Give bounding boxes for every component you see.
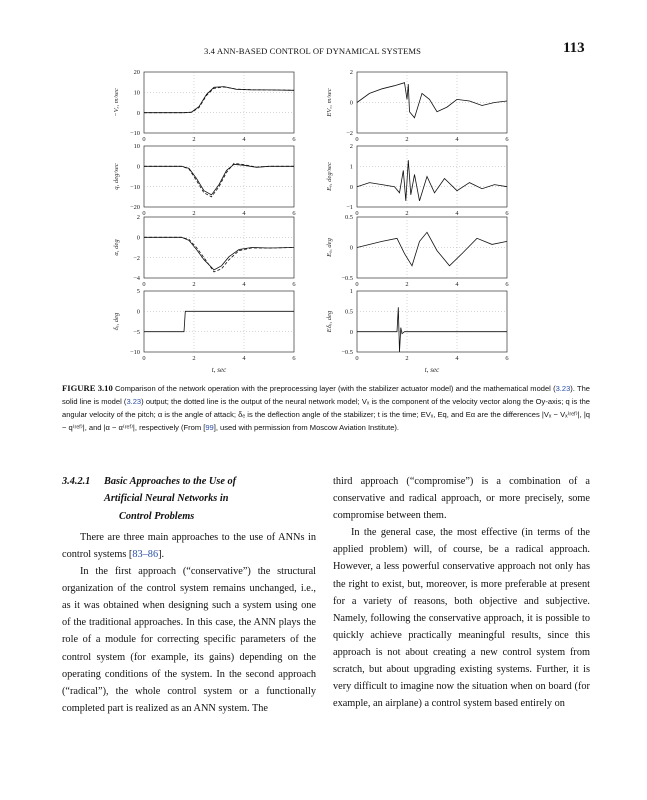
left-panel-1-ytick-label: 0 — [136, 109, 140, 117]
left-panel-4-ytick-label: −5 — [133, 328, 140, 336]
left-panel-2-series-solid — [144, 164, 294, 195]
right-panel-3-ytick-label: −0.5 — [341, 275, 353, 283]
right-panel-3-xtick-label: 0 — [355, 281, 359, 288]
caption-citation-link[interactable]: 99 — [205, 423, 214, 432]
right-panel-4-xtick-label: 2 — [405, 355, 409, 362]
right-panel-4-ytick-label: 0.5 — [345, 308, 353, 316]
left-panel-1-xtick-label: 6 — [292, 136, 296, 143]
left-panel-2-ytick-label: −10 — [130, 183, 140, 191]
right-panel-1-xtick-label: 2 — [405, 136, 409, 143]
left-panel-3-ytick-label: 0 — [136, 234, 140, 242]
left-panel-3-ylabel: α, deg — [113, 239, 120, 256]
left-panel-1-series-solid — [144, 87, 294, 113]
right-panel-3-xtick-label: 6 — [505, 281, 509, 288]
caption-text-1: Comparison of the network operation with the preprocessing layer (with the stabilizer actuator model) and the mathematical model ( — [112, 384, 556, 393]
left-panel-3-ytick-label: −2 — [133, 254, 140, 262]
paragraph-text: There are three main approaches to the use of ANNs in control systems [ — [62, 531, 316, 560]
right-panel-2-ytick-label: 1 — [349, 163, 353, 171]
left-panel-3-ytick-label: 2 — [136, 214, 140, 222]
right-panel-3-ytick-label: 0 — [349, 244, 353, 252]
left-panel-4-xtick-label: 6 — [292, 355, 296, 362]
left-panel-2-frame — [144, 146, 294, 207]
left-panel-3-xtick-label: 4 — [242, 281, 246, 288]
right-panel-1-xtick-label: 6 — [505, 136, 509, 143]
right-panel-1-series-solid — [357, 83, 507, 118]
left-panel-1-ylabel: −Vₓ, m/sec — [113, 88, 120, 117]
right-panel-4-xtick-label: 0 — [355, 355, 359, 362]
left-panel-4-xtick-label: 4 — [242, 355, 246, 362]
right-panel-3-xtick-label: 4 — [455, 281, 459, 288]
section-title-line: Artificial Neural Networks in — [104, 493, 229, 505]
right-panel-3-xtick-label: 2 — [405, 281, 409, 288]
right-panel-4-ytick-label: 1 — [349, 288, 353, 296]
section-title-line: Basic Approaches to the Use of — [104, 476, 237, 487]
figure-caption — [62, 382, 590, 434]
left-panel-2-ytick-label: 0 — [136, 163, 140, 171]
section-title-line: Control Problems — [119, 510, 195, 522]
paragraph: In the general case, the most effective (in terms of the applied problem) will, of course, be a radical approach. However, a less powerful conservative approach not only has the right to exist, but, moreover, is more preferable at present for a variety of reasons, both objective and subjective. Namely, following the conservative approach, it is possible to quickly achieve practically meaningful results, since this approach is not about creating a new control system from scratch, but about upgrading existing systems. Further, it is very difficult to imagine now the situation when on board (for example, an airplane) a control system based entirely on — [333, 527, 590, 710]
left-panel-3-xtick-label: 0 — [142, 281, 146, 288]
left-panel-1-xtick-label: 2 — [192, 136, 196, 143]
right-panel-2-ytick-label: 0 — [349, 183, 353, 191]
caption-text-4: ], used with permission from Moscow Aviation Institute). — [213, 423, 400, 432]
left-panel-3-series-solid — [144, 237, 294, 270]
left-panel-1-xtick-label: 4 — [242, 136, 246, 143]
caption-text-2: ). The solid line is model ( — [62, 384, 590, 406]
left-panel-4-ytick-label: 0 — [136, 308, 140, 316]
paragraph: In the first approach (“conservative”) the structural organization of the control system remains unchanged, i.e., as it was obtained when designing such a system using one of the traditional approaches. In this case, the ANN plays the role of a module for correcting specific parameters of the control system (for example, its gains) depending on the operating conditions of the system. In the second approach (“radical”), the whole control system or a functionally completed part is realized as an ANN system. The — [62, 566, 316, 714]
figure-label: FIGURE 3.10 — [62, 383, 113, 393]
left-panel-3-ytick-label: −4 — [133, 275, 140, 283]
running-head: 3.4 ANN-BASED CONTROL OF DYNAMICAL SYSTEMS — [204, 46, 421, 56]
left-panel-1-frame — [144, 72, 294, 133]
caption-text-3: ) output; the dotted line is the output of the neural network model; Vₓ is the component of the velocity vector along the Oy-axis; q is the angular velocity of the pitch; α is the angle of attack; δₑ is the deflection angle of the stabilizer; t is the time; EVₓ, Eq, and Eα are the differences |Vₓ − Vₓ⁽ʳᵉᶠ⁾|, |q − q⁽ʳᵉᶠ⁾|, and |α − α⁽ʳᵉᶠ⁾|, respectively (From [ — [62, 397, 590, 432]
left-panel-4-ylabel: δₑ, deg — [113, 312, 120, 331]
paragraph-text: ]. — [158, 548, 165, 560]
x-axis-label: t, sec — [211, 366, 227, 374]
right-panel-2-xtick-label: 4 — [455, 210, 459, 217]
right-panel-4-xtick-label: 4 — [455, 355, 459, 362]
right-panel-2-frame — [357, 146, 507, 207]
left-panel-1-series-dashed — [144, 87, 294, 113]
left-panel-2-xtick-label: 6 — [292, 210, 296, 217]
right-panel-4-series-solid — [357, 307, 507, 352]
left-panel-2-xtick-label: 0 — [142, 210, 146, 217]
left-panel-1-ytick-label: 10 — [133, 89, 140, 97]
left-panel-2-xtick-label: 2 — [192, 210, 196, 217]
left-panel-4-ytick-label: −10 — [130, 349, 140, 357]
left-panel-4-xtick-label: 0 — [142, 355, 146, 362]
left-panel-3-frame — [144, 217, 294, 278]
x-axis-label: t, sec — [424, 366, 440, 374]
left-panel-4-series-solid — [144, 311, 294, 331]
right-panel-2-xtick-label: 6 — [505, 210, 509, 217]
right-panel-4-ytick-label: −0.5 — [341, 349, 353, 357]
right-panel-3-ytick-label: 0.5 — [345, 214, 353, 222]
left-panel-2-ylabel: q, deg/sec — [113, 163, 120, 190]
right-panel-1-ylabel: EVₓ, m/sec — [326, 88, 333, 117]
left-panel-4-frame — [144, 291, 294, 352]
right-panel-2-ylabel: Eₑ, deg/sec — [326, 162, 333, 191]
left-column — [62, 473, 316, 717]
paragraph — [62, 529, 316, 563]
left-panel-1-ytick-label: −10 — [130, 130, 140, 138]
right-panel-1-xtick-label: 4 — [455, 136, 459, 143]
section-number: 3.4.2.1 — [62, 476, 91, 487]
caption-ref-link[interactable]: 3.23 — [555, 384, 571, 393]
left-panel-2-ytick-label: 10 — [133, 143, 140, 151]
figure-3-10 — [28, 66, 548, 376]
right-panel-1-ytick-label: 0 — [349, 99, 353, 107]
left-panel-3-series-dashed — [144, 237, 294, 272]
right-panel-2-ytick-label: 2 — [349, 143, 353, 151]
section-heading — [62, 473, 316, 525]
right-panel-4-xtick-label: 6 — [505, 355, 509, 362]
right-column — [333, 473, 590, 712]
left-panel-3-xtick-label: 6 — [292, 281, 296, 288]
left-panel-3-xtick-label: 2 — [192, 281, 196, 288]
left-panel-2-series-dashed — [144, 163, 294, 197]
right-panel-3-ylabel: Eₐ, deg — [326, 238, 333, 257]
right-panel-4-ytick-label: 0 — [349, 328, 353, 336]
paragraph: third approach (“compromise”) is a combination of a conservative and radical approach, or more precisely, some compromise between them. — [333, 476, 590, 522]
page-number: 113 — [563, 40, 585, 56]
citation-link[interactable]: 83–86 — [132, 548, 159, 560]
left-panel-1-xtick-label: 0 — [142, 136, 146, 143]
right-panel-1-ytick-label: −2 — [346, 130, 353, 138]
left-panel-2-ytick-label: −20 — [130, 204, 140, 212]
right-panel-1-xtick-label: 0 — [355, 136, 359, 143]
right-panel-4-ylabel: Eδₑ, deg — [326, 310, 333, 333]
left-panel-2-xtick-label: 4 — [242, 210, 246, 217]
left-panel-4-xtick-label: 2 — [192, 355, 196, 362]
caption-ref-link[interactable]: 3.23 — [126, 397, 142, 406]
left-panel-4-ytick-label: 5 — [136, 288, 140, 296]
right-panel-2-ytick-label: −1 — [346, 204, 353, 212]
right-panel-4-frame — [357, 291, 507, 352]
right-panel-3-series-solid — [357, 232, 507, 265]
left-panel-1-ytick-label: 20 — [133, 69, 140, 77]
right-panel-1-ytick-label: 2 — [349, 69, 353, 77]
right-panel-2-xtick-label: 2 — [405, 210, 409, 217]
right-panel-2-xtick-label: 0 — [355, 210, 359, 217]
